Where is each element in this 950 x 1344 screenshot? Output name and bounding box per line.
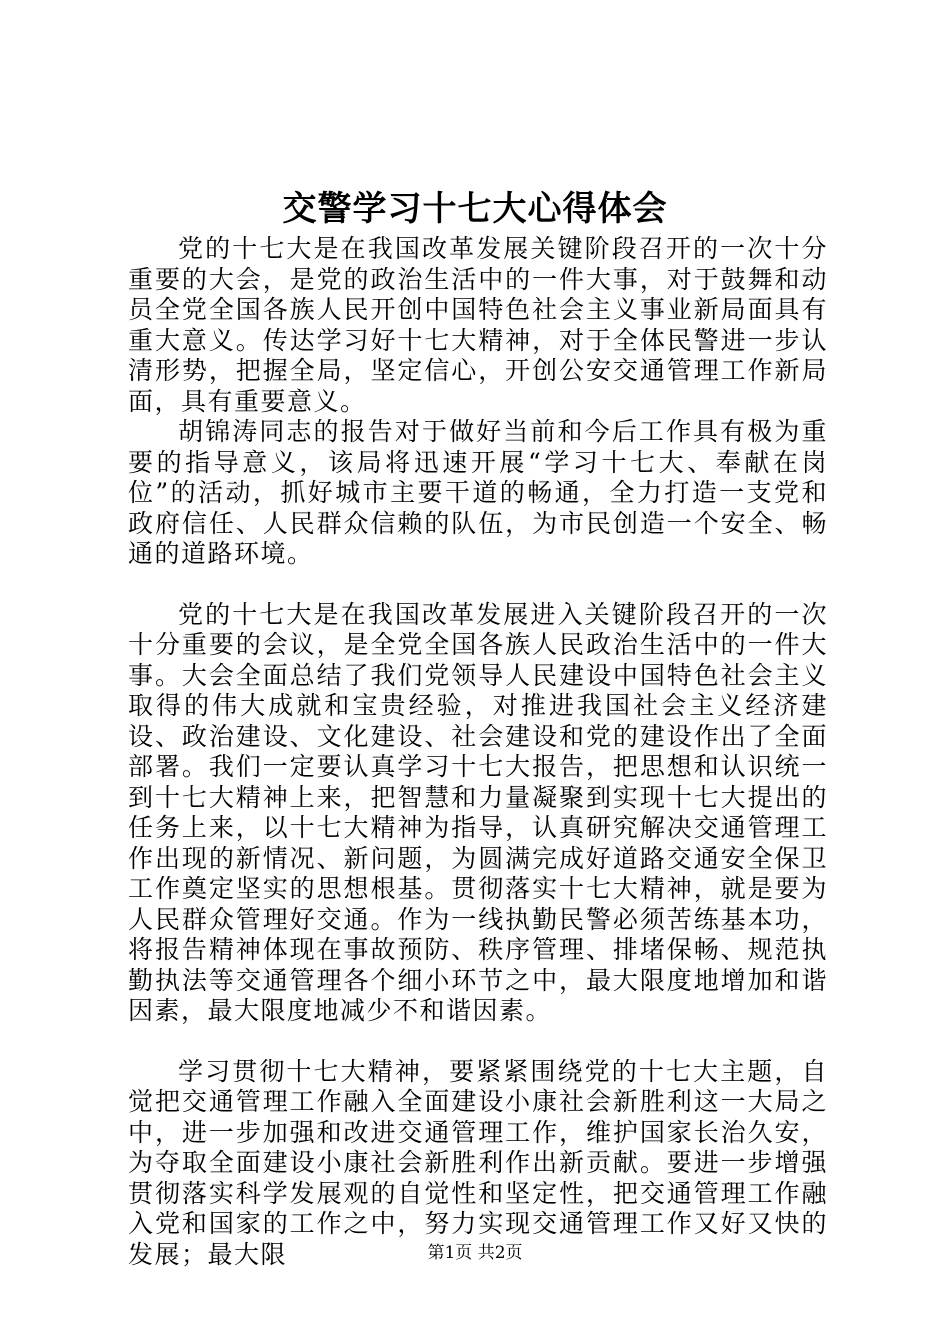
document-body [128,234,828,1270]
paragraph-4: 学习贯彻十七大精神，要紧紧围绕党的十七大主题，自觉把交通管理工作融入全面建设小康社会新胜利这一大局之中，进一步加强和改进交通管理工作，维护国家长治久安，为夺取全面建设小康社会新胜利作出新贡献。要进一步增强贯彻落实科学发展观的自觉性和坚定性，把交通管理工作融入党和国家的工作之中，努力实现交通管理工作又好又快的发展；最大限 [128,1056,828,1269]
document-title: 交警学习十七大心得体会 [282,189,668,229]
paragraph-3: 党的十七大是在我国改革发展进入关键阶段召开的一次十分重要的会议，是全党全国各族人民政治生活中的一件大事。大会全面总结了我们党领导人民建设中国特色社会主义取得的伟大成就和宝贵经验，对推进我国社会主义经济建设、政治建设、文化建设、社会建设和党的建设作出了全面部署。我们一定要认真学习十七大报告，把思想和认识统一到十七大精神上来，把智慧和力量凝聚到实现十七大提出的任务上来，以十七大精神为指导，认真研究解决交通管理工作出现的新情况、新问题，为圆满完成好道路交通安全保卫工作奠定坚实的思想根基。贯彻落实十七大精神，就是要为人民群众管理好交通。作为一线执勤民警必须苦练基本功，将报告精神体现在事故预防、秩序管理、排堵保畅、规范执勤执法等交通管理各个细小环节之中，最大限度地增加和谐因素，最大限度地减少不和谐因素。 [128,599,828,1025]
paragraph-2: 胡锦涛同志的报告对于做好当前和今后工作具有极为重要的指导意义，该局将迅速开展“学习十七大、奉献在岗位”的活动，抓好城市主要干道的畅通，全力打造一支党和政府信任、人民群众信赖的队伍，为市民创造一个安全、畅通的道路环境。 [128,417,828,568]
page-number-footer: 第1页 共2页 [427,1243,523,1263]
paragraph-1: 党的十七大是在我国改革发展关键阶段召开的一次十分重要的大会，是党的政治生活中的一件大事，对于鼓舞和动员全党全国各族人民开创中国特色社会主义事业新局面具有重大意义。传达学习好十七大精神，对于全体民警进一步认清形势，把握全局，坚定信心，开创公安交通管理工作新局面，具有重要意义。 [128,234,828,416]
